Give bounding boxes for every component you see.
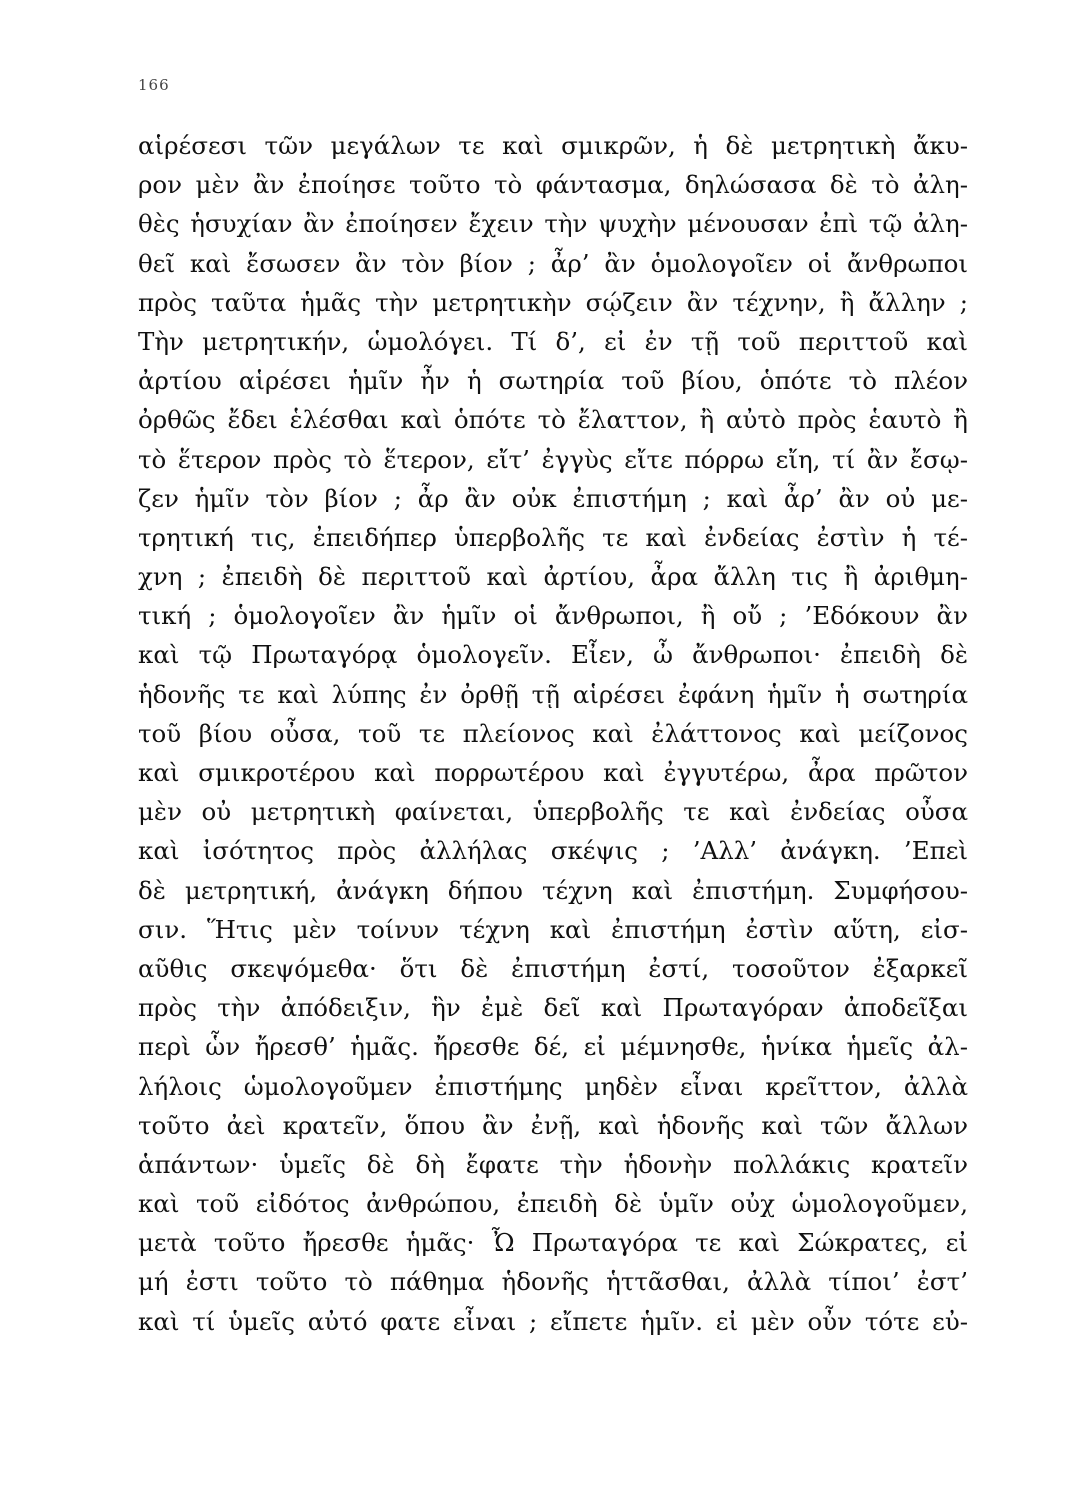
text-line: ἀρτίου αἱρέσει ἡμῖν ἦν ἡ σωτηρία τοῦ βίου, ὁπότε τὸ πλέον <box>138 366 968 396</box>
text-line: καὶ τοῦ εἰδότος ἀνθρώπου, ἐπειδὴ δὲ ὑμῖν οὐχ ὡμολογοῦμεν, <box>138 1189 968 1219</box>
text-line: ζεν ἡμῖν τὸν βίον ; ἆρ ἂν οὐκ ἐπιστήμη ; καὶ ἆρ’ ἂν οὐ με- <box>138 483 968 513</box>
text-line: καὶ τῷ Πρωταγόρᾳ ὁμολογεῖν. Εἶεν, ὦ ἄνθρωποι· ἐπειδὴ δὲ <box>138 640 968 670</box>
text-line: καὶ ἰσότητος πρὸς ἀλλήλας σκέψις ; ’Αλλ’ ἀνάγκη. ’Επεὶ <box>138 836 968 866</box>
text-line: τική ; ὁμολογοῖεν ἂν ἡμῖν οἱ ἄνθρωποι, ἢ οὔ ; ’Εδόκουν ἂν <box>138 601 968 631</box>
greek-text-body <box>138 126 968 1341</box>
text-line: ἁπάντων· ὑμεῖς δὲ δὴ ἔφατε τὴν ἡδονὴν πολλάκις κρατεῖν <box>138 1149 968 1179</box>
text-line: ἡδονῆς τε καὶ λύπης ἐν ὀρθῇ τῇ αἱρέσει ἐφάνη ἡμῖν ἡ σωτηρία <box>138 679 968 709</box>
text-line: περὶ ὧν ἤρεσθ’ ἡμᾶς. ἤρεσθε δέ, εἰ μέμνησθε, ἡνίκα ἡμεῖς ἀλ- <box>138 1032 968 1062</box>
text-line: μετὰ τοῦτο ἤρεσθε ἡμᾶς· Ὦ Πρωταγόρα τε καὶ Σώκρατες, εἰ <box>138 1228 968 1258</box>
text-line: αῦθις σκεψόμεθα· ὅτι δὲ ἐπιστήμη ἐστί, τοσοῦτον ἐξαρκεῖ <box>138 953 968 983</box>
text-line: Τὴν μετρητικήν, ὡμολόγει. Τί δ’, εἰ ἐν τῇ τοῦ περιττοῦ καὶ <box>138 326 968 356</box>
text-line: καὶ σμικροτέρου καὶ πορρωτέρου καὶ ἐγγυτέρω, ἆρα πρῶτον <box>138 758 968 787</box>
text-line: δὲ μετρητική, ἀνάγκη δήπου τέχνη καὶ ἐπιστήμη. Συμφήσου- <box>138 875 968 905</box>
text-line: τοῦ βίου οὖσα, τοῦ τε πλείονος καὶ ἐλάττονος καὶ μείζονος <box>138 718 968 748</box>
text-line: λήλοις ὡμολογοῦμεν ἐπιστήμης μηδὲν εἶναι κρεῖττον, ἀλλὰ <box>138 1071 968 1101</box>
page-number: 166 <box>138 76 170 94</box>
text-line: θεῖ καὶ ἔσωσεν ἂν τὸν βίον ; ἆρ’ ἂν ὁμολογοῖεν οἱ ἄνθρωποι <box>138 248 968 278</box>
text-line: τρητική τις, ἐπειδήπερ ὑπερβολῆς τε καὶ ἐνδείας ἐστὶν ἡ τέ- <box>138 522 968 552</box>
text-line: τὸ ἕτερον πρὸς τὸ ἕτερον, εἴτ’ ἐγγὺς εἴτε πόρρω εἴη, τί ἂν ἔσῳ- <box>138 444 968 474</box>
text-line: πρὸς ταῦτα ἡμᾶς τὴν μετρητικὴν σῴζειν ἂν τέχνην, ἢ ἄλλην ; <box>138 287 968 317</box>
text-line: χνη ; ἐπειδὴ δὲ περιττοῦ καὶ ἀρτίου, ἆρα ἄλλη τις ἢ ἀριθμη- <box>138 562 968 592</box>
text-line: ρον μὲν ἂν ἐποίησε τοῦτο τὸ φάντασμα, δηλώσασα δὲ τὸ ἀλη- <box>138 170 968 200</box>
text-line: πρὸς τὴν ἀπόδειξιν, ἣν ἐμὲ δεῖ καὶ Πρωταγόραν ἀποδεῖξαι <box>138 993 968 1023</box>
text-line: ὀρθῶς ἔδει ἑλέσθαι καὶ ὁπότε τὸ ἔλαττον, ἢ αὐτὸ πρὸς ἑαυτὸ ἢ <box>138 405 968 435</box>
text-line: αἱρέσεσι τῶν μεγάλων τε καὶ σμικρῶν, ἡ δὲ μετρητικὴ ἄκυ- <box>138 131 968 160</box>
text-line: σιν. Ἥτις μὲν τοίνυν τέχνη καὶ ἐπιστήμη ἐστὶν αὕτη, εἰσ- <box>138 914 968 944</box>
text-line: μή ἐστι τοῦτο τὸ πάθημα ἡδονῆς ἡττᾶσθαι, ἀλλὰ τίποι’ ἐστ’ <box>138 1267 968 1297</box>
text-line: τοῦτο ἀεὶ κρατεῖν, ὅπου ἂν ἐνῇ, καὶ ἡδονῆς καὶ τῶν ἄλλων <box>138 1110 968 1140</box>
text-line: καὶ τί ὑμεῖς αὐτό φατε εἶναι ; εἴπετε ἡμῖν. εἰ μὲν οὖν τότε εὐ- <box>138 1306 968 1336</box>
text-line: θὲς ἡσυχίαν ἂν ἐποίησεν ἔχειν τὴν ψυχὴν μένουσαν ἐπὶ τῷ ἀλη- <box>138 209 968 239</box>
text-line: μὲν οὐ μετρητικὴ φαίνεται, ὑπερβολῆς τε καὶ ἐνδείας οὖσα <box>138 797 968 827</box>
